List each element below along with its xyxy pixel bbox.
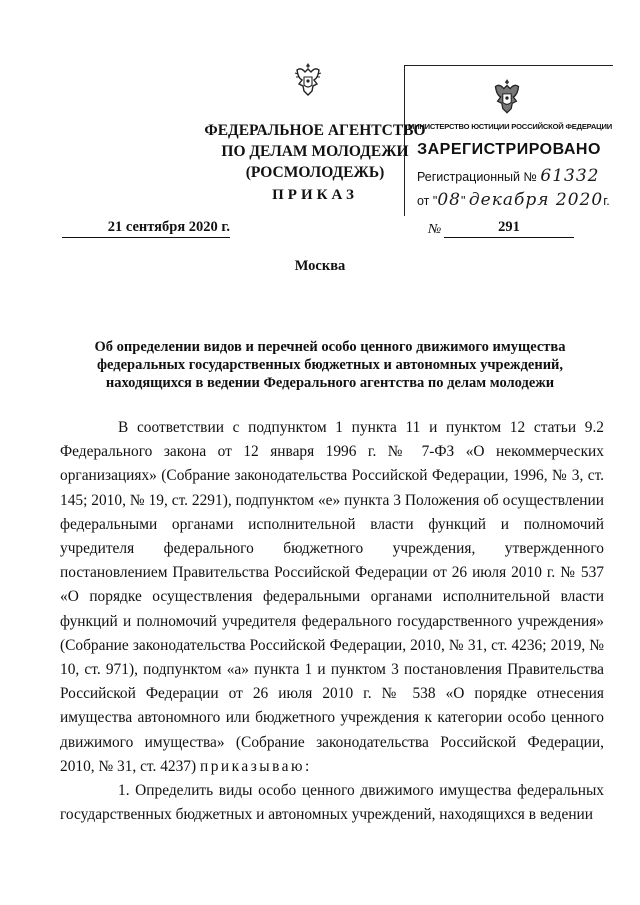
paragraph-item-1: 1. Определить виды особо ценного движимого имущества федеральных государственных бюджетных и автономных учреждений, находящихся в ведении [60, 782, 604, 824]
organization-name: ФЕДЕРАЛЬНОЕ АГЕНТСТВО ПО ДЕЛАМ МОЛОДЕЖИ (РОСМОЛОДЕЖЬ) [204, 122, 426, 181]
order-word: приказываю: [199, 757, 312, 775]
stamp-date-mid: " [460, 194, 469, 208]
document-body [60, 416, 604, 827]
order-number-label: № [428, 222, 442, 237]
city: Москва [294, 258, 346, 274]
document-type: ПРИКАЗ [272, 187, 358, 203]
stamp-reg-line [417, 166, 600, 186]
preamble-text: В соответствии с подпунктом 1 пункта 11 и пунктом 12 статьи 9.2 Федерального закона от 12 января 1996 г. № 7-ФЗ «О некоммерческих организациях» (Собрание законодательства Российской Федерации, 1996, № 3, ст. 145; 2010, № 19, ст. 2291), подпунктом «е» пункта 3 Положения об осуществлении федеральными органами исполнительной власти функций и полномочий учредителя федерального бюджетного учреждения, утвержденного постановлением Правительства Российской Федерации от 26 июля 2010 г. № 537 «О порядке осуществления федеральными органами исполнительной власти функций и полномочий учредителя федерального государственного учреждения» (Собрание законодательства Российской Федерации, 2010, № 31, ст. 4236; 2019, № 10, ст. 971), подпунктом «а» пункта 1 и пунктом 3 постановления Правительства Российской Федерации от 26 июля 2010 г. № 538 «О порядке отнесения имущества автономного или бюджетного учреждения к категории особо ценного движимого имущества» (Собрание законодательства Российской Федерации, 2010, № 31, ст. 4237) [60, 419, 604, 775]
stamp-date-month: декабря [468, 190, 550, 210]
order-number: 291 [444, 219, 574, 238]
stamp-date-year: 2020 [549, 190, 604, 210]
stamp-ministry: МИНИСТЕРСТВО ЮСТИЦИИ РОССИЙСКОЙ ФЕДЕРАЦИИ [407, 122, 613, 131]
stamp-status: ЗАРЕГИСТРИРОВАНО [417, 141, 601, 158]
stamp-date-day: 08 [437, 190, 461, 210]
order-date: 21 сентября 2020 г. [62, 219, 230, 238]
paragraph-preamble [60, 416, 604, 779]
document-title: Об определении видов и перечней особо ценного движимого имущества федеральных государственных бюджетных и автономных учреждений, находящихся в ведении Федерального агентства по делам молодежи [94, 339, 566, 391]
stamp-reg-number: 61332 [540, 166, 600, 186]
stamp-reg-label: Регистрационный № [417, 170, 537, 184]
stamp-date-line [417, 190, 610, 210]
coat-of-arms-icon [291, 60, 325, 105]
stamp-date-prefix: от " [417, 194, 438, 208]
registration-stamp [404, 65, 613, 216]
stamp-date-suffix: г. [603, 194, 610, 208]
stamp-coat-of-arms-icon [489, 76, 525, 123]
